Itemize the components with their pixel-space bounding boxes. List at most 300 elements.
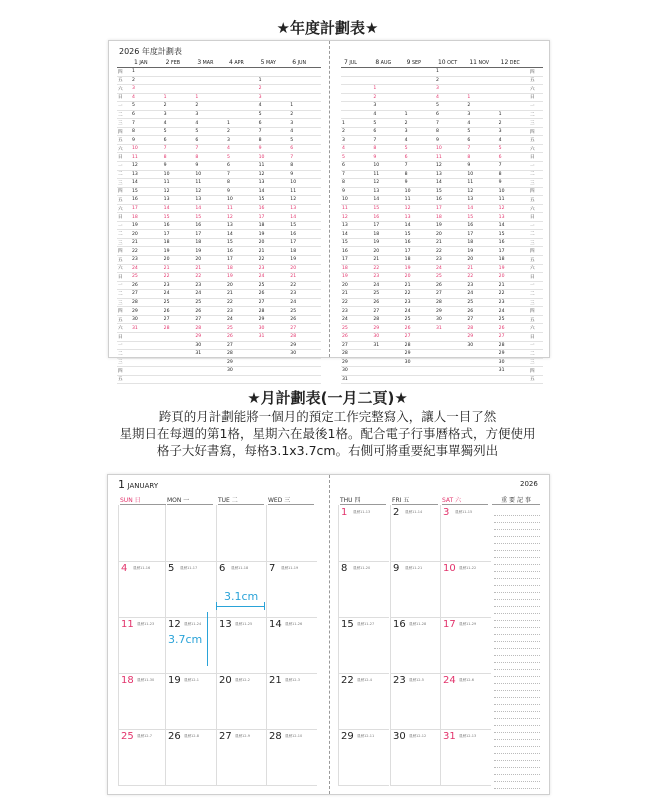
day-cell: 10	[341, 196, 372, 205]
day-cell: 10	[163, 170, 195, 179]
day-cell	[372, 350, 403, 359]
day-cell	[131, 358, 163, 367]
day-cell: 14	[466, 204, 497, 213]
day-cell: 11	[466, 179, 497, 188]
calendar-cell[interactable]	[440, 729, 491, 786]
calendar-cell[interactable]	[440, 561, 491, 618]
day-cell	[258, 68, 290, 77]
calendar-cell[interactable]	[266, 505, 317, 562]
year-row	[341, 153, 543, 162]
day-cell: 6	[372, 127, 403, 136]
day-cell: 30	[341, 367, 372, 376]
day-cell: 2	[435, 76, 466, 85]
day-cell: 10	[466, 170, 497, 179]
day-cell: 7	[289, 153, 321, 162]
day-cell: 18	[435, 213, 466, 222]
lunar-date: 農曆12-4	[357, 678, 372, 682]
weekday-char: 三	[117, 119, 131, 128]
day-cell	[226, 375, 258, 384]
weekday-char: 五	[529, 315, 543, 324]
notes-line	[494, 599, 540, 600]
weekday-column-header	[117, 57, 131, 68]
day-number: 3	[443, 507, 450, 518]
day-cell: 28	[258, 307, 290, 316]
weekday-char: 二	[529, 110, 543, 119]
day-cell: 19	[194, 247, 226, 256]
day-cell: 3	[258, 93, 290, 102]
day-cell	[404, 375, 435, 384]
day-cell: 27	[258, 298, 290, 307]
day-cell: 20	[194, 256, 226, 265]
year-row	[341, 179, 543, 188]
day-cell: 26	[194, 307, 226, 316]
day-cell: 29	[289, 341, 321, 350]
year-row	[117, 298, 321, 307]
day-cell: 21	[435, 238, 466, 247]
day-cell: 28	[435, 298, 466, 307]
calendar-cell[interactable]	[390, 673, 441, 730]
year-row	[117, 102, 321, 111]
day-cell: 22	[194, 273, 226, 282]
month-column-header: 11 NOV	[466, 57, 497, 68]
day-cell	[226, 93, 258, 102]
day-cell: 15	[289, 221, 321, 230]
day-cell	[163, 358, 195, 367]
day-cell: 9	[258, 144, 290, 153]
day-cell: 12	[341, 213, 372, 222]
weekday-char: 一	[529, 221, 543, 230]
weekday-char: 五	[529, 196, 543, 205]
day-cell: 30	[498, 358, 529, 367]
weekday-char: 六	[529, 264, 543, 273]
year-row	[341, 85, 543, 94]
year-row	[117, 196, 321, 205]
day-cell	[404, 102, 435, 111]
weekday-char: 五	[117, 136, 131, 145]
weekday-char: 五	[117, 76, 131, 85]
day-cell: 4	[435, 93, 466, 102]
day-cell: 14	[226, 230, 258, 239]
day-cell: 4	[341, 144, 372, 153]
year-row	[341, 162, 543, 171]
calendar-cell[interactable]	[216, 617, 267, 674]
day-cell: 2	[194, 102, 226, 111]
year-row	[117, 273, 321, 282]
day-cell: 10	[435, 144, 466, 153]
month-column-header: 5 MAY	[258, 57, 290, 68]
calendar-cell[interactable]	[266, 561, 317, 618]
day-cell: 14	[289, 213, 321, 222]
weekday-char: 日	[529, 213, 543, 222]
weekday-char: 五	[529, 375, 543, 384]
calendar-cell[interactable]	[165, 505, 216, 562]
day-number: 9	[393, 563, 400, 574]
day-cell: 24	[341, 315, 372, 324]
day-cell: 12	[498, 204, 529, 213]
day-cell: 12	[404, 204, 435, 213]
day-cell: 1	[258, 76, 290, 85]
day-number: 26	[168, 731, 181, 742]
day-cell	[466, 76, 497, 85]
lunar-date: 農曆11-26	[285, 622, 303, 626]
day-cell: 26	[163, 307, 195, 316]
day-cell: 12	[194, 187, 226, 196]
day-cell	[163, 350, 195, 359]
day-cell	[435, 332, 466, 341]
calendar-cell[interactable]	[338, 505, 389, 562]
month-column-header: 7 JUL	[341, 57, 372, 68]
day-cell: 24	[466, 290, 497, 299]
calendar-cell[interactable]	[338, 561, 389, 618]
day-cell: 3	[404, 127, 435, 136]
weekday-char: 一	[117, 281, 131, 290]
month-header	[118, 478, 158, 491]
day-cell	[341, 102, 372, 111]
day-cell: 15	[404, 230, 435, 239]
day-cell: 29	[404, 350, 435, 359]
day-cell: 6	[163, 136, 195, 145]
calendar-cell[interactable]	[440, 505, 491, 562]
day-cell: 23	[341, 307, 372, 316]
day-cell: 7	[258, 127, 290, 136]
day-cell: 13	[435, 170, 466, 179]
lunar-date: 農曆11-29	[459, 622, 477, 626]
day-cell	[163, 367, 195, 376]
day-cell: 17	[498, 247, 529, 256]
day-cell: 4	[131, 93, 163, 102]
day-cell: 5	[226, 153, 258, 162]
calendar-cell[interactable]	[440, 617, 491, 674]
day-cell: 28	[341, 350, 372, 359]
day-cell: 4	[498, 136, 529, 145]
day-cell: 3	[466, 110, 497, 119]
day-cell: 1	[404, 110, 435, 119]
dimension-width-tick	[216, 602, 217, 610]
year-row	[341, 367, 543, 376]
calendar-cell[interactable]	[165, 729, 216, 786]
notes-line	[494, 704, 540, 705]
calendar-cell[interactable]	[390, 505, 441, 562]
day-number: 7	[269, 563, 276, 574]
day-cell	[498, 68, 529, 77]
day-cell: 26	[372, 298, 403, 307]
calendar-cell[interactable]	[118, 561, 169, 618]
day-cell	[258, 358, 290, 367]
day-cell: 26	[341, 332, 372, 341]
year-row	[117, 358, 321, 367]
lunar-date: 農曆11-20	[353, 566, 371, 570]
day-cell: 8	[194, 153, 226, 162]
day-cell: 9	[163, 162, 195, 171]
day-cell: 29	[435, 307, 466, 316]
day-cell: 16	[435, 196, 466, 205]
day-cell: 31	[372, 341, 403, 350]
weekday-char: 二	[117, 230, 131, 239]
weekday-char: 三	[529, 358, 543, 367]
calendar-cell[interactable]	[216, 729, 267, 786]
day-cell: 24	[258, 273, 290, 282]
year-row	[117, 153, 321, 162]
day-cell: 23	[258, 264, 290, 273]
day-number: 16	[393, 619, 406, 630]
weekday-char: 日	[529, 332, 543, 341]
day-cell: 27	[498, 332, 529, 341]
day-cell	[435, 350, 466, 359]
weekday-char: 六	[529, 204, 543, 213]
calendar-cell[interactable]	[118, 617, 169, 674]
day-number: 6	[219, 563, 226, 574]
calendar-cell[interactable]	[266, 673, 317, 730]
day-of-week-header: WED 三	[268, 495, 314, 505]
lunar-date: 農曆11-15	[455, 510, 473, 514]
notes-line	[494, 781, 540, 782]
day-cell: 23	[466, 281, 497, 290]
calendar-cell[interactable]	[266, 617, 317, 674]
day-cell	[341, 93, 372, 102]
lunar-date: 農曆11-16	[133, 566, 151, 570]
day-cell: 1	[194, 93, 226, 102]
calendar-cell[interactable]	[165, 561, 216, 618]
day-cell: 14	[194, 204, 226, 213]
day-cell: 22	[498, 290, 529, 299]
day-cell: 7	[226, 170, 258, 179]
notes-line	[494, 620, 540, 621]
calendar-cell[interactable]	[165, 673, 216, 730]
day-cell: 6	[226, 162, 258, 171]
day-cell: 5	[404, 144, 435, 153]
notes-line	[494, 648, 540, 649]
day-cell: 10	[498, 187, 529, 196]
day-cell: 26	[289, 315, 321, 324]
weekday-char: 四	[529, 367, 543, 376]
weekday-char: 六	[529, 85, 543, 94]
calendar-cell[interactable]	[338, 729, 389, 786]
weekday-char: 六	[117, 144, 131, 153]
calendar-cell[interactable]	[118, 505, 169, 562]
day-cell: 11	[498, 196, 529, 205]
year-row	[341, 170, 543, 179]
lunar-date: 農曆12-3	[285, 678, 300, 682]
day-cell	[498, 93, 529, 102]
day-cell: 3	[163, 110, 195, 119]
day-cell: 2	[131, 76, 163, 85]
day-cell: 26	[226, 332, 258, 341]
year-row	[341, 127, 543, 136]
day-cell: 19	[163, 247, 195, 256]
day-cell	[289, 68, 321, 77]
day-cell: 5	[498, 144, 529, 153]
day-cell: 23	[404, 298, 435, 307]
year-row	[117, 187, 321, 196]
year-row	[341, 187, 543, 196]
day-cell: 19	[131, 221, 163, 230]
notes-line	[494, 655, 540, 656]
day-cell: 6	[289, 144, 321, 153]
weekday-char: 四	[117, 68, 131, 77]
weekday-char: 三	[529, 298, 543, 307]
calendar-cell[interactable]	[216, 673, 267, 730]
calendar-cell[interactable]	[118, 673, 169, 730]
day-cell: 22	[404, 290, 435, 299]
weekday-column-header	[529, 57, 543, 68]
day-cell	[226, 102, 258, 111]
day-cell: 31	[435, 324, 466, 333]
day-cell: 7	[131, 119, 163, 128]
day-cell: 6	[258, 119, 290, 128]
year-row	[341, 204, 543, 213]
day-number: 22	[341, 675, 354, 686]
day-of-week-header: MON 一	[167, 495, 213, 505]
day-number: 31	[443, 731, 456, 742]
day-cell	[163, 68, 195, 77]
day-cell: 20	[466, 256, 497, 265]
month-column-header: 4 APR	[226, 57, 258, 68]
day-cell: 18	[466, 238, 497, 247]
day-cell: 5	[131, 102, 163, 111]
year-row	[117, 85, 321, 94]
notes-line	[494, 746, 540, 747]
calendar-cell[interactable]	[390, 561, 441, 618]
day-cell: 9	[226, 187, 258, 196]
day-cell: 19	[226, 273, 258, 282]
day-cell	[226, 110, 258, 119]
day-cell: 11	[372, 170, 403, 179]
day-cell: 30	[131, 315, 163, 324]
year-row	[117, 247, 321, 256]
weekday-char: 日	[117, 273, 131, 282]
day-number: 27	[219, 731, 232, 742]
day-cell: 15	[226, 238, 258, 247]
day-cell: 12	[131, 162, 163, 171]
lunar-date: 農曆11-18	[231, 566, 249, 570]
day-cell: 1	[372, 85, 403, 94]
day-cell: 6	[404, 153, 435, 162]
day-cell	[372, 358, 403, 367]
month-column-header: 8 AUG	[372, 57, 403, 68]
day-cell: 19	[404, 264, 435, 273]
day-cell: 23	[131, 256, 163, 265]
day-cell: 25	[435, 273, 466, 282]
dimension-width-line	[216, 606, 264, 607]
month-year: 2026	[520, 480, 538, 488]
notes-line	[494, 592, 540, 593]
day-cell: 18	[498, 256, 529, 265]
year-row	[117, 162, 321, 171]
day-cell: 14	[372, 196, 403, 205]
dimension-width-tick	[264, 602, 265, 610]
weekday-char: 三	[529, 119, 543, 128]
year-row	[117, 127, 321, 136]
notes-header: 重 要 記 事	[492, 495, 540, 505]
day-cell: 7	[341, 170, 372, 179]
day-cell: 4	[404, 136, 435, 145]
day-cell: 21	[466, 264, 497, 273]
month-column-header: 10 OCT	[435, 57, 466, 68]
notes-line	[494, 550, 540, 551]
day-cell: 8	[131, 127, 163, 136]
day-number: 18	[121, 675, 134, 686]
day-cell: 6	[131, 110, 163, 119]
calendar-cell[interactable]	[440, 673, 491, 730]
day-cell: 20	[372, 247, 403, 256]
day-cell: 23	[435, 256, 466, 265]
day-cell	[372, 375, 403, 384]
day-cell: 30	[372, 332, 403, 341]
calendar-cell[interactable]	[338, 673, 389, 730]
day-cell: 7	[498, 162, 529, 171]
lunar-date: 農曆11-21	[405, 566, 423, 570]
year-row	[117, 281, 321, 290]
calendar-cell[interactable]	[338, 617, 389, 674]
day-cell: 18	[131, 213, 163, 222]
day-cell: 4	[372, 110, 403, 119]
day-cell	[435, 375, 466, 384]
weekday-char: 一	[529, 341, 543, 350]
lunar-date: 農曆12-11	[357, 734, 375, 738]
day-cell: 22	[258, 256, 290, 265]
lunar-date: 農曆12-6	[459, 678, 474, 682]
day-cell	[466, 367, 497, 376]
year-row	[341, 76, 543, 85]
year-row	[341, 93, 543, 102]
day-cell: 21	[289, 273, 321, 282]
day-of-week-header: FRI 五	[392, 495, 438, 505]
day-cell: 26	[258, 290, 290, 299]
calendar-cell[interactable]	[118, 729, 169, 786]
day-cell: 23	[372, 273, 403, 282]
day-cell: 4	[163, 119, 195, 128]
day-cell	[435, 367, 466, 376]
calendar-cell[interactable]	[216, 505, 267, 562]
weekday-char: 六	[117, 324, 131, 333]
weekday-char: 日	[117, 93, 131, 102]
day-cell	[372, 367, 403, 376]
weekday-char: 六	[117, 85, 131, 94]
year-row	[341, 256, 543, 265]
day-cell: 20	[435, 230, 466, 239]
day-cell	[404, 85, 435, 94]
day-cell: 19	[435, 221, 466, 230]
calendar-cell[interactable]	[266, 729, 317, 786]
lunar-date: 農曆12-9	[235, 734, 250, 738]
day-cell: 29	[131, 307, 163, 316]
day-cell: 15	[435, 187, 466, 196]
day-cell: 8	[466, 153, 497, 162]
notes-line	[494, 557, 540, 558]
year-row	[341, 324, 543, 333]
day-cell: 27	[131, 290, 163, 299]
day-cell: 31	[341, 375, 372, 384]
year-row	[341, 307, 543, 316]
day-cell: 4	[466, 119, 497, 128]
calendar-cell[interactable]	[390, 729, 441, 786]
day-cell: 18	[289, 247, 321, 256]
weekday-char: 六	[529, 324, 543, 333]
day-cell: 11	[258, 162, 290, 171]
day-cell	[372, 76, 403, 85]
day-cell: 29	[226, 358, 258, 367]
year-page-title: 2026 年度計劃表	[119, 47, 182, 56]
weekday-char: 三	[117, 298, 131, 307]
day-cell: 21	[163, 264, 195, 273]
day-cell: 14	[404, 221, 435, 230]
month-column-header: 2 FEB	[163, 57, 195, 68]
calendar-cell[interactable]	[390, 617, 441, 674]
day-of-week-header: TUE 二	[218, 495, 264, 505]
day-cell: 26	[466, 307, 497, 316]
day-cell: 3	[435, 85, 466, 94]
day-cell: 28	[194, 324, 226, 333]
